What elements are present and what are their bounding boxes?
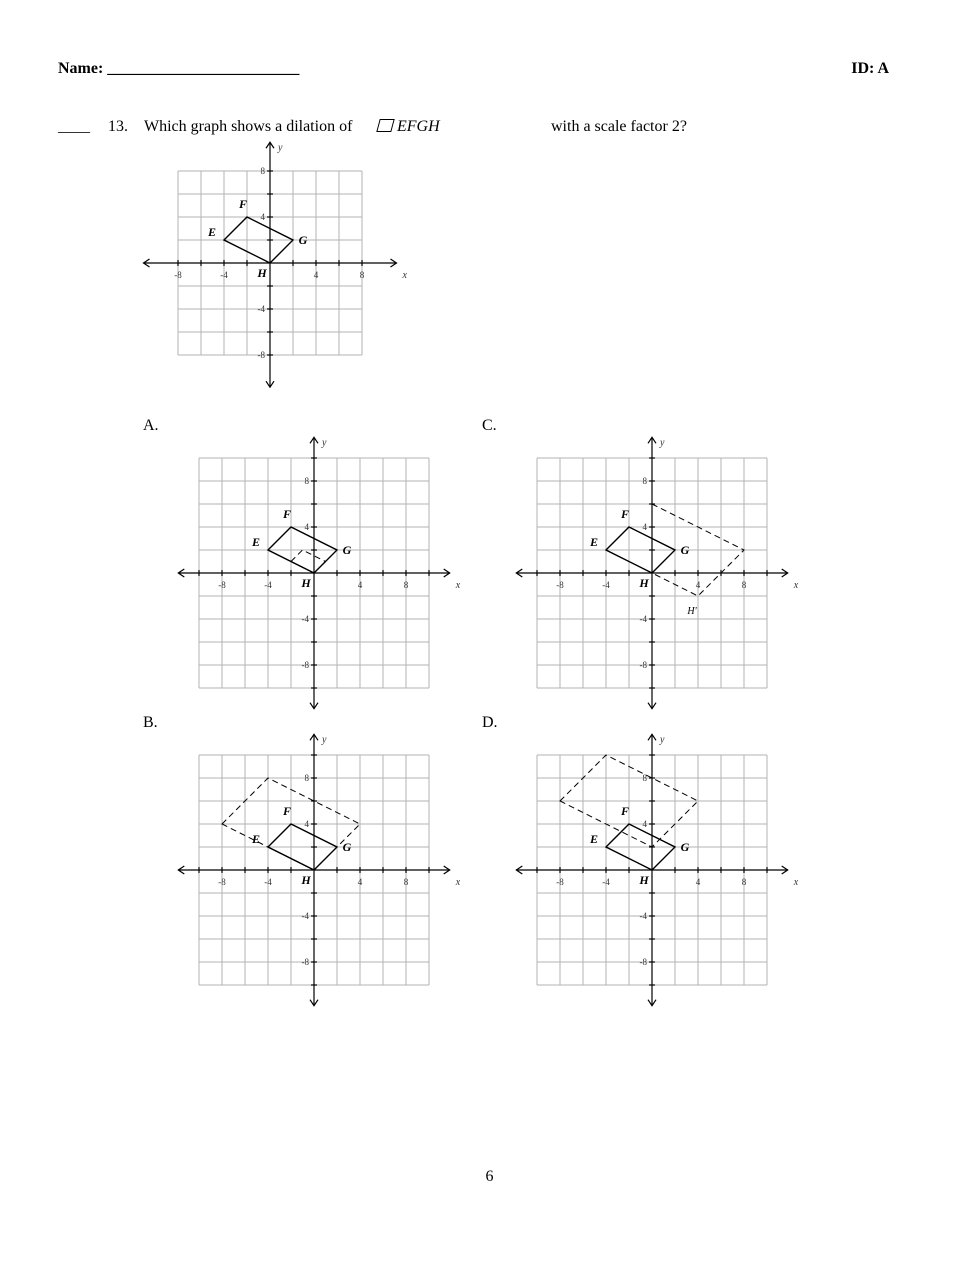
vertex-label: G [680,840,690,854]
vertex-label: E [251,535,261,549]
graph-choice-a [168,427,474,719]
y-tick-label: 4 [260,212,265,222]
vertex-label: E [251,832,261,846]
x-axis-label: x [793,580,799,591]
x-axis-label: x [793,877,799,888]
x-tick-label: 4 [695,877,701,887]
vertex-label: E [589,832,599,846]
x-tick-label: 8 [741,877,747,887]
y-tick-label: 4 [642,819,647,829]
vertex-label: H [301,576,311,590]
shape-name-text: EFGH [397,118,440,135]
x-tick-label: -8 [174,270,182,280]
vertex-label: G [342,840,352,854]
vertex-label: H [301,873,311,887]
x-tick-label: 4 [313,270,319,280]
x-tick-label: 8 [359,270,365,280]
y-axis-label: y [322,437,327,449]
parallelogram-icon [376,119,394,132]
choice-a-label: A. [143,417,159,434]
y-tick-label: -8 [639,660,647,670]
y-tick-label: -4 [301,911,309,921]
vertex-label: H [257,266,267,280]
y-axis-label: y [322,734,327,746]
y-axis-label: y [660,734,665,746]
y-tick-label: 8 [642,773,647,783]
vertex-label: F [282,507,292,521]
x-tick-label: -8 [218,580,226,590]
y-tick-label: -4 [257,304,265,314]
choice-c-label: C. [482,417,497,434]
name-field [58,60,299,78]
answer-blank: ____ [58,118,90,135]
graph-choice-c [506,427,812,719]
y-tick-label: 4 [304,522,309,532]
x-tick-label: 8 [741,580,747,590]
y-tick-label: -8 [301,957,309,967]
x-tick-label: -8 [556,877,564,887]
vertex-label: H [639,873,649,887]
graph-choice-b [168,724,474,1016]
y-tick-label: 8 [304,476,309,486]
y-tick-label: 8 [304,773,309,783]
question-text: Which graph shows a dilation of [144,118,353,135]
x-tick-label: 8 [403,580,409,590]
x-tick-label: -4 [220,270,228,280]
x-tick-label: -8 [218,877,226,887]
x-axis-label: x [455,580,461,591]
x-tick-label: 4 [695,580,701,590]
x-axis-label: x [455,877,461,888]
y-tick-label: 4 [642,522,647,532]
graph-original [133,132,421,398]
x-tick-label: -4 [264,580,272,590]
question-number: 13. [108,118,128,135]
name-label: Name: [58,60,104,77]
vertex-label: G [342,543,352,557]
graph-choice-d [506,724,812,1016]
x-tick-label: -8 [556,580,564,590]
axes [144,142,397,387]
y-tick-label: -4 [639,911,647,921]
vertex-label: F [620,507,630,521]
choice-b-label: B. [143,714,158,731]
page-number: 6 [485,1168,494,1185]
vertex-label: E [589,535,599,549]
vertex-label: G [680,543,690,557]
y-tick-label: -4 [301,614,309,624]
x-axis-label: x [402,270,407,281]
name-line: ________________________ [107,60,300,77]
x-tick-label: 4 [357,580,363,590]
y-tick-label: -4 [639,614,647,624]
vertex-label: H [639,576,649,590]
choice-d-label: D. [482,714,498,731]
vertex-label: H' [687,606,697,617]
vertex-label: F [620,804,630,818]
x-tick-label: -4 [602,580,610,590]
question-tail: with a scale factor 2? [551,118,687,135]
y-tick-label: 8 [642,476,647,486]
x-tick-label: -4 [602,877,610,887]
y-axis-label: y [660,437,665,449]
y-tick-label: 4 [304,819,309,829]
vertex-label: E [207,225,217,239]
y-tick-label: -8 [639,957,647,967]
x-tick-label: 4 [357,877,363,887]
y-tick-label: -8 [257,350,265,360]
y-tick-label: -8 [301,660,309,670]
y-axis-label: y [278,142,283,154]
vertex-label: F [282,804,292,818]
vertex-label: G [298,233,308,247]
vertex-label: F [238,197,248,211]
id-label: ID: A [851,60,889,77]
x-tick-label: -4 [264,877,272,887]
x-tick-label: 8 [403,877,409,887]
y-tick-label: 8 [260,166,265,176]
